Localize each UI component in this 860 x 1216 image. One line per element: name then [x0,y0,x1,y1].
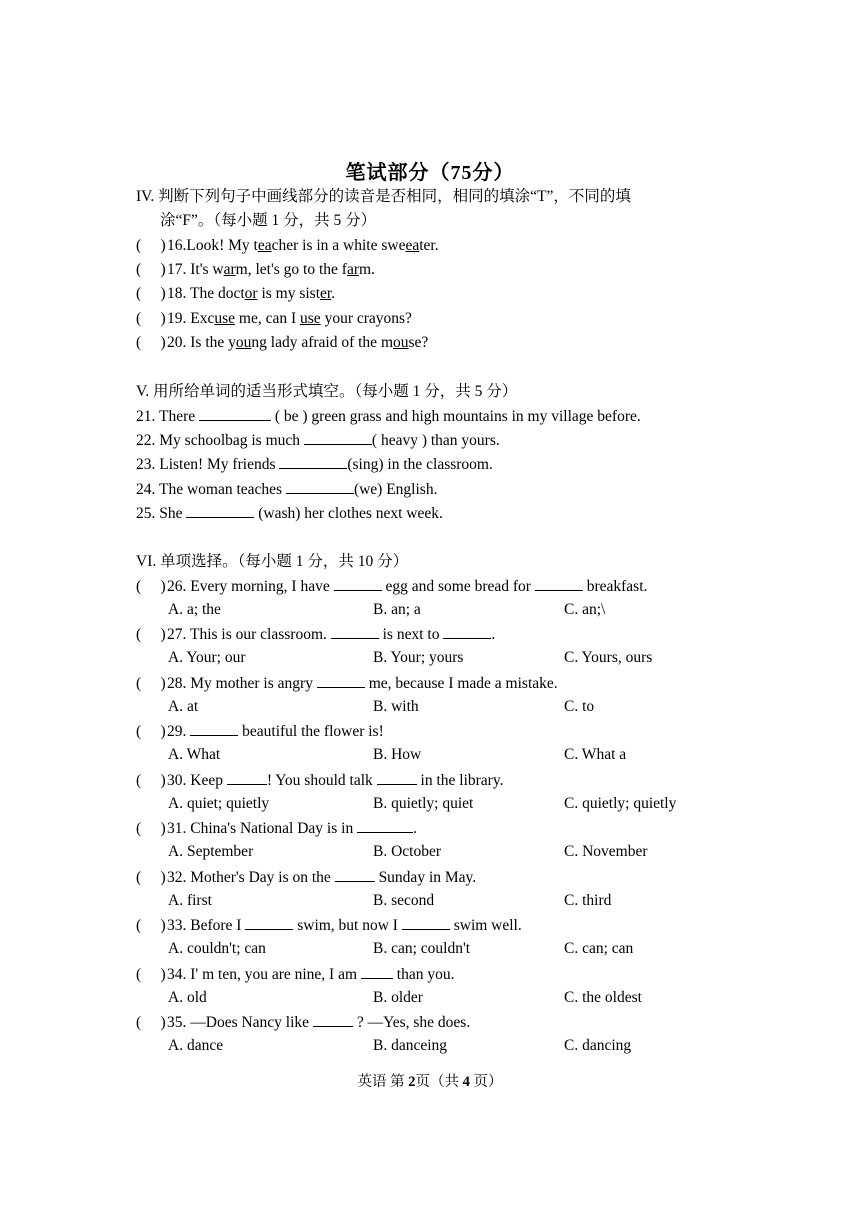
fill-blank [402,915,450,930]
question-19: ( )19. Excuse me, can I use your crayons? [136,310,412,327]
fill-blank [361,964,393,979]
question-16: ( )16.Look! My teacher is in a white sweeater. [136,237,439,254]
question-24: 24. The woman teaches (we) English. [136,481,438,498]
option-c: C. to [564,698,595,715]
option-c: C. November [564,843,648,860]
option-b: B. an; a [373,601,421,618]
option-c: C. an;\ [564,601,606,618]
answer-paren[interactable]: ( ) [136,310,166,327]
question-20: ( )20. Is the young lady afraid of the mouse? [136,334,429,351]
fill-blank [317,673,365,688]
total-pages: 4 [462,1074,470,1090]
fill-blank [335,867,375,882]
question-22: 22. My schoolbag is much ( heavy ) than yours. [136,432,500,449]
option-a: A. dance [168,1037,224,1054]
option-b: B. October [373,843,442,860]
answer-paren[interactable]: ( ) [136,917,166,934]
fill-blank[interactable] [286,479,354,494]
answer-paren[interactable]: ( ) [136,772,166,789]
fill-blank [357,818,413,833]
option-a: A. at [168,698,199,715]
page-footer: 英语 第 2页（共 4 页） [357,1074,503,1090]
answer-paren[interactable]: ( ) [136,578,166,595]
question-30: ( )30. Keep ! You should talk in the library. [136,772,504,789]
question-34: ( )34. I' m ten, you are nine, I am than you. [136,966,455,983]
answer-paren[interactable]: ( ) [136,820,166,837]
option-a: A. a; the [168,601,221,618]
option-a: A. September [168,843,254,860]
question-17: ( )17. It's warm, let's go to the farm. [136,261,375,278]
question-21: 21. There ( be ) green grass and high mountains in my village before. [136,408,641,425]
answer-paren[interactable]: ( ) [136,675,166,692]
option-a: A. first [168,892,212,909]
option-b: B. danceing [373,1037,448,1054]
section-4-heading: IV. 判断下列句子中画线部分的读音是否相同，相同的填涂“T”，不同的填 [136,188,631,205]
question-27: ( )27. This is our classroom. is next to . [136,626,496,643]
answer-paren[interactable]: ( ) [136,1014,166,1031]
page-number: 2 [408,1074,416,1090]
option-a: A. quiet; quietly [168,795,270,812]
answer-paren[interactable]: ( ) [136,723,166,740]
fill-blank [443,624,491,639]
answer-paren[interactable]: ( ) [136,869,166,886]
fill-blank[interactable] [279,454,347,469]
answer-paren[interactable]: ( ) [136,261,166,278]
option-c: C. quietly; quietly [564,795,677,812]
option-a: A. Your; our [168,649,246,666]
option-c: C. Yours, ours [564,649,653,666]
fill-blank [331,624,379,639]
fill-blank [313,1012,353,1027]
question-31: ( )31. China's National Day is in . [136,820,417,837]
page-title: 笔试部分（75分） [345,162,515,184]
question-29: ( )29. beautiful the flower is! [136,723,384,740]
question-23: 23. Listen! My friends (sing) in the classroom. [136,456,493,473]
answer-paren[interactable]: ( ) [136,334,166,351]
option-a: A. couldn't; can [168,940,266,957]
option-b: B. can; couldn't [373,940,471,957]
question-25: 25. She (wash) her clothes next week. [136,505,443,522]
section-6-heading: VI. 单项选择。（每小题 1 分，共 10 分） [136,553,409,570]
question-18: ( )18. The doctor is my sister. [136,285,336,302]
option-c: C. third [564,892,612,909]
option-c: C. the oldest [564,989,642,1006]
option-b: B. quietly; quiet [373,795,474,812]
question-32: ( )32. Mother's Day is on the Sunday in May. [136,869,477,886]
option-a: A. old [168,989,207,1006]
question-26: ( )26. Every morning, I have egg and some bread for breakfast. [136,578,648,595]
fill-blank[interactable] [199,406,271,421]
option-c: C. can; can [564,940,634,957]
answer-paren[interactable]: ( ) [136,966,166,983]
option-c: C. What a [564,746,627,763]
fill-blank [190,721,238,736]
fill-blank [377,770,417,785]
fill-blank [227,770,267,785]
question-28: ( )28. My mother is angry me, because I made a mistake. [136,675,558,692]
option-b: B. second [373,892,435,909]
section-5-heading: V. 用所给单词的适当形式填空。（每小题 1 分，共 5 分） [136,383,518,400]
question-33: ( )33. Before I swim, but now I swim well. [136,917,522,934]
option-b: B. older [373,989,423,1006]
fill-blank [245,915,293,930]
fill-blank[interactable] [304,430,372,445]
fill-blank [334,576,382,591]
section-4-heading-cont: 涂“F”。（每小题 1 分，共 5 分） [160,212,377,229]
option-c: C. dancing [564,1037,632,1054]
answer-paren[interactable]: ( ) [136,285,166,302]
answer-paren[interactable]: ( ) [136,626,166,643]
option-b: B. with [373,698,419,715]
question-35: ( )35. —Does Nancy like ? —Yes, she does. [136,1014,471,1031]
option-b: B. How [373,746,422,763]
fill-blank[interactable] [186,503,254,518]
fill-blank [535,576,583,591]
answer-paren[interactable]: ( ) [136,237,166,254]
option-a: A. What [168,746,221,763]
option-b: B. Your; yours [373,649,464,666]
